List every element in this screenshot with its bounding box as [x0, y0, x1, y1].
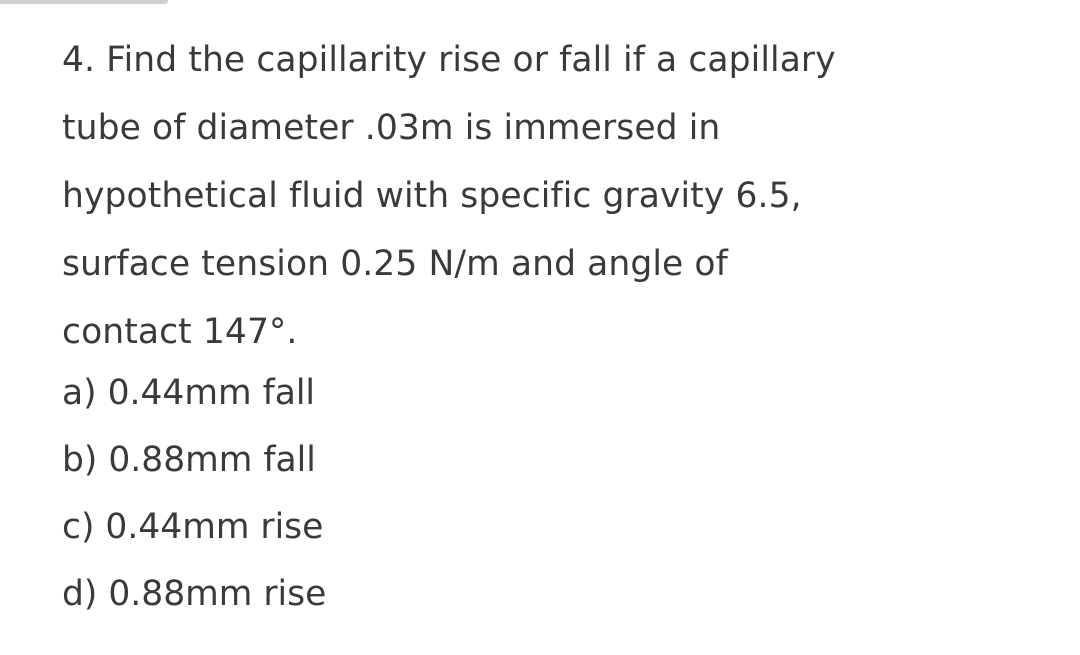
option-c: c) 0.44mm rise [62, 507, 324, 547]
option-d: d) 0.88mm rise [62, 574, 327, 614]
question-line: 4. Find the capillarity rise or fall if a capillary [62, 40, 836, 80]
answer-options [62, 360, 326, 628]
question-text [62, 26, 1052, 366]
option-b: b) 0.88mm fall [62, 440, 316, 480]
question-line: surface tension 0.25 N/m and angle of [62, 244, 728, 284]
question-line: contact 147°. [62, 312, 298, 352]
question-line: tube of diameter .03m is immersed in [62, 108, 721, 148]
question-line: hypothetical fluid with specific gravity 6.5, [62, 176, 802, 216]
top-divider [0, 0, 168, 4]
option-a: a) 0.44mm fall [62, 373, 316, 413]
